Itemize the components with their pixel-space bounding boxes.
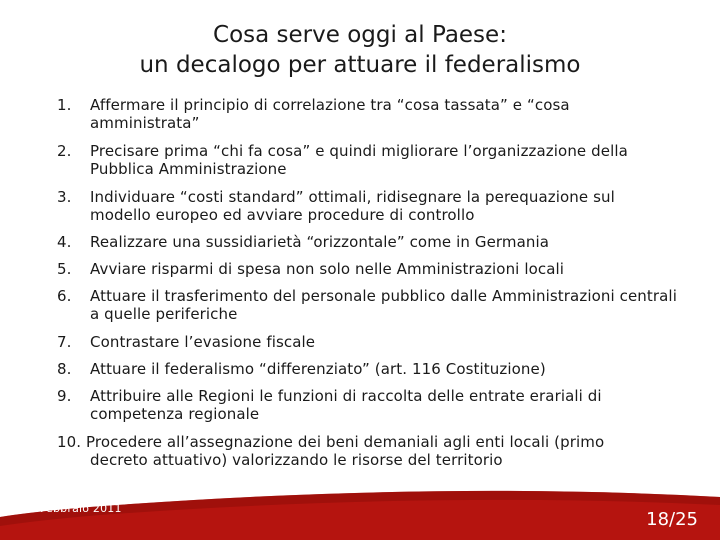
slide-title: [60, 20, 660, 80]
item-text: Attribuire alle Regioni le funzioni di raccolta delle entrate erariali di competenza regionale: [90, 387, 602, 423]
item-text: Attuare il trasferimento del personale pubblico dalle Amministrazioni centrali a quelle periferiche: [90, 287, 677, 323]
item-text: Realizzare una sussidiarietà “orizzontale” come in Germania: [90, 233, 550, 251]
title-line-2: un decalogo per attuare il federalismo: [139, 52, 581, 78]
item-text-continued: decreto attuativo) valorizzando le risorse del territorio: [90, 451, 503, 469]
list-item: [57, 188, 677, 224]
item-text: Precisare prima “chi fa cosa” e quindi migliorare l’organizzazione della Pubblica Amministrazione: [90, 142, 628, 178]
list-item: [57, 142, 677, 178]
item-text: Attuare il federalismo “differenziato” (art. 116 Costituzione): [90, 360, 546, 378]
item-number: 2.: [57, 142, 72, 160]
list-item: [57, 360, 677, 378]
decalogue-list: [57, 96, 677, 469]
item-text: Affermare il principio di correlazione tra “cosa tassata” e “cosa amministrata”: [90, 96, 570, 132]
item-number: 10.: [57, 433, 82, 451]
list-item: [57, 433, 677, 469]
page-number: 18/25: [646, 509, 698, 530]
item-number: 1.: [57, 96, 72, 114]
item-text: Procedere all’assegnazione dei beni demaniali agli enti locali (primo: [86, 433, 605, 451]
item-text: Contrastare l’evasione fiscale: [90, 333, 316, 351]
item-number: 5.: [57, 260, 72, 278]
item-number: 6.: [57, 287, 72, 305]
item-number: 8.: [57, 360, 72, 378]
item-number: 4.: [57, 233, 72, 251]
item-number: 7.: [57, 333, 72, 351]
title-line-1: Cosa serve oggi al Paese:: [213, 22, 507, 48]
list-item: [57, 287, 677, 323]
list-item: [57, 260, 677, 278]
item-text: Individuare “costi standard” ottimali, ridisegnare la perequazione sul modello europeo ed avviare procedure di controllo: [90, 188, 615, 224]
footer-date: 25 Febbraio 2011: [22, 502, 122, 515]
list-item: [57, 233, 677, 251]
list-item: [57, 333, 677, 351]
list-item: [57, 387, 677, 423]
item-number: 3.: [57, 188, 72, 206]
list-item: [57, 96, 677, 132]
item-number: 9.: [57, 387, 72, 405]
item-text: Avviare risparmi di spesa non solo nelle Amministrazioni locali: [90, 260, 565, 278]
